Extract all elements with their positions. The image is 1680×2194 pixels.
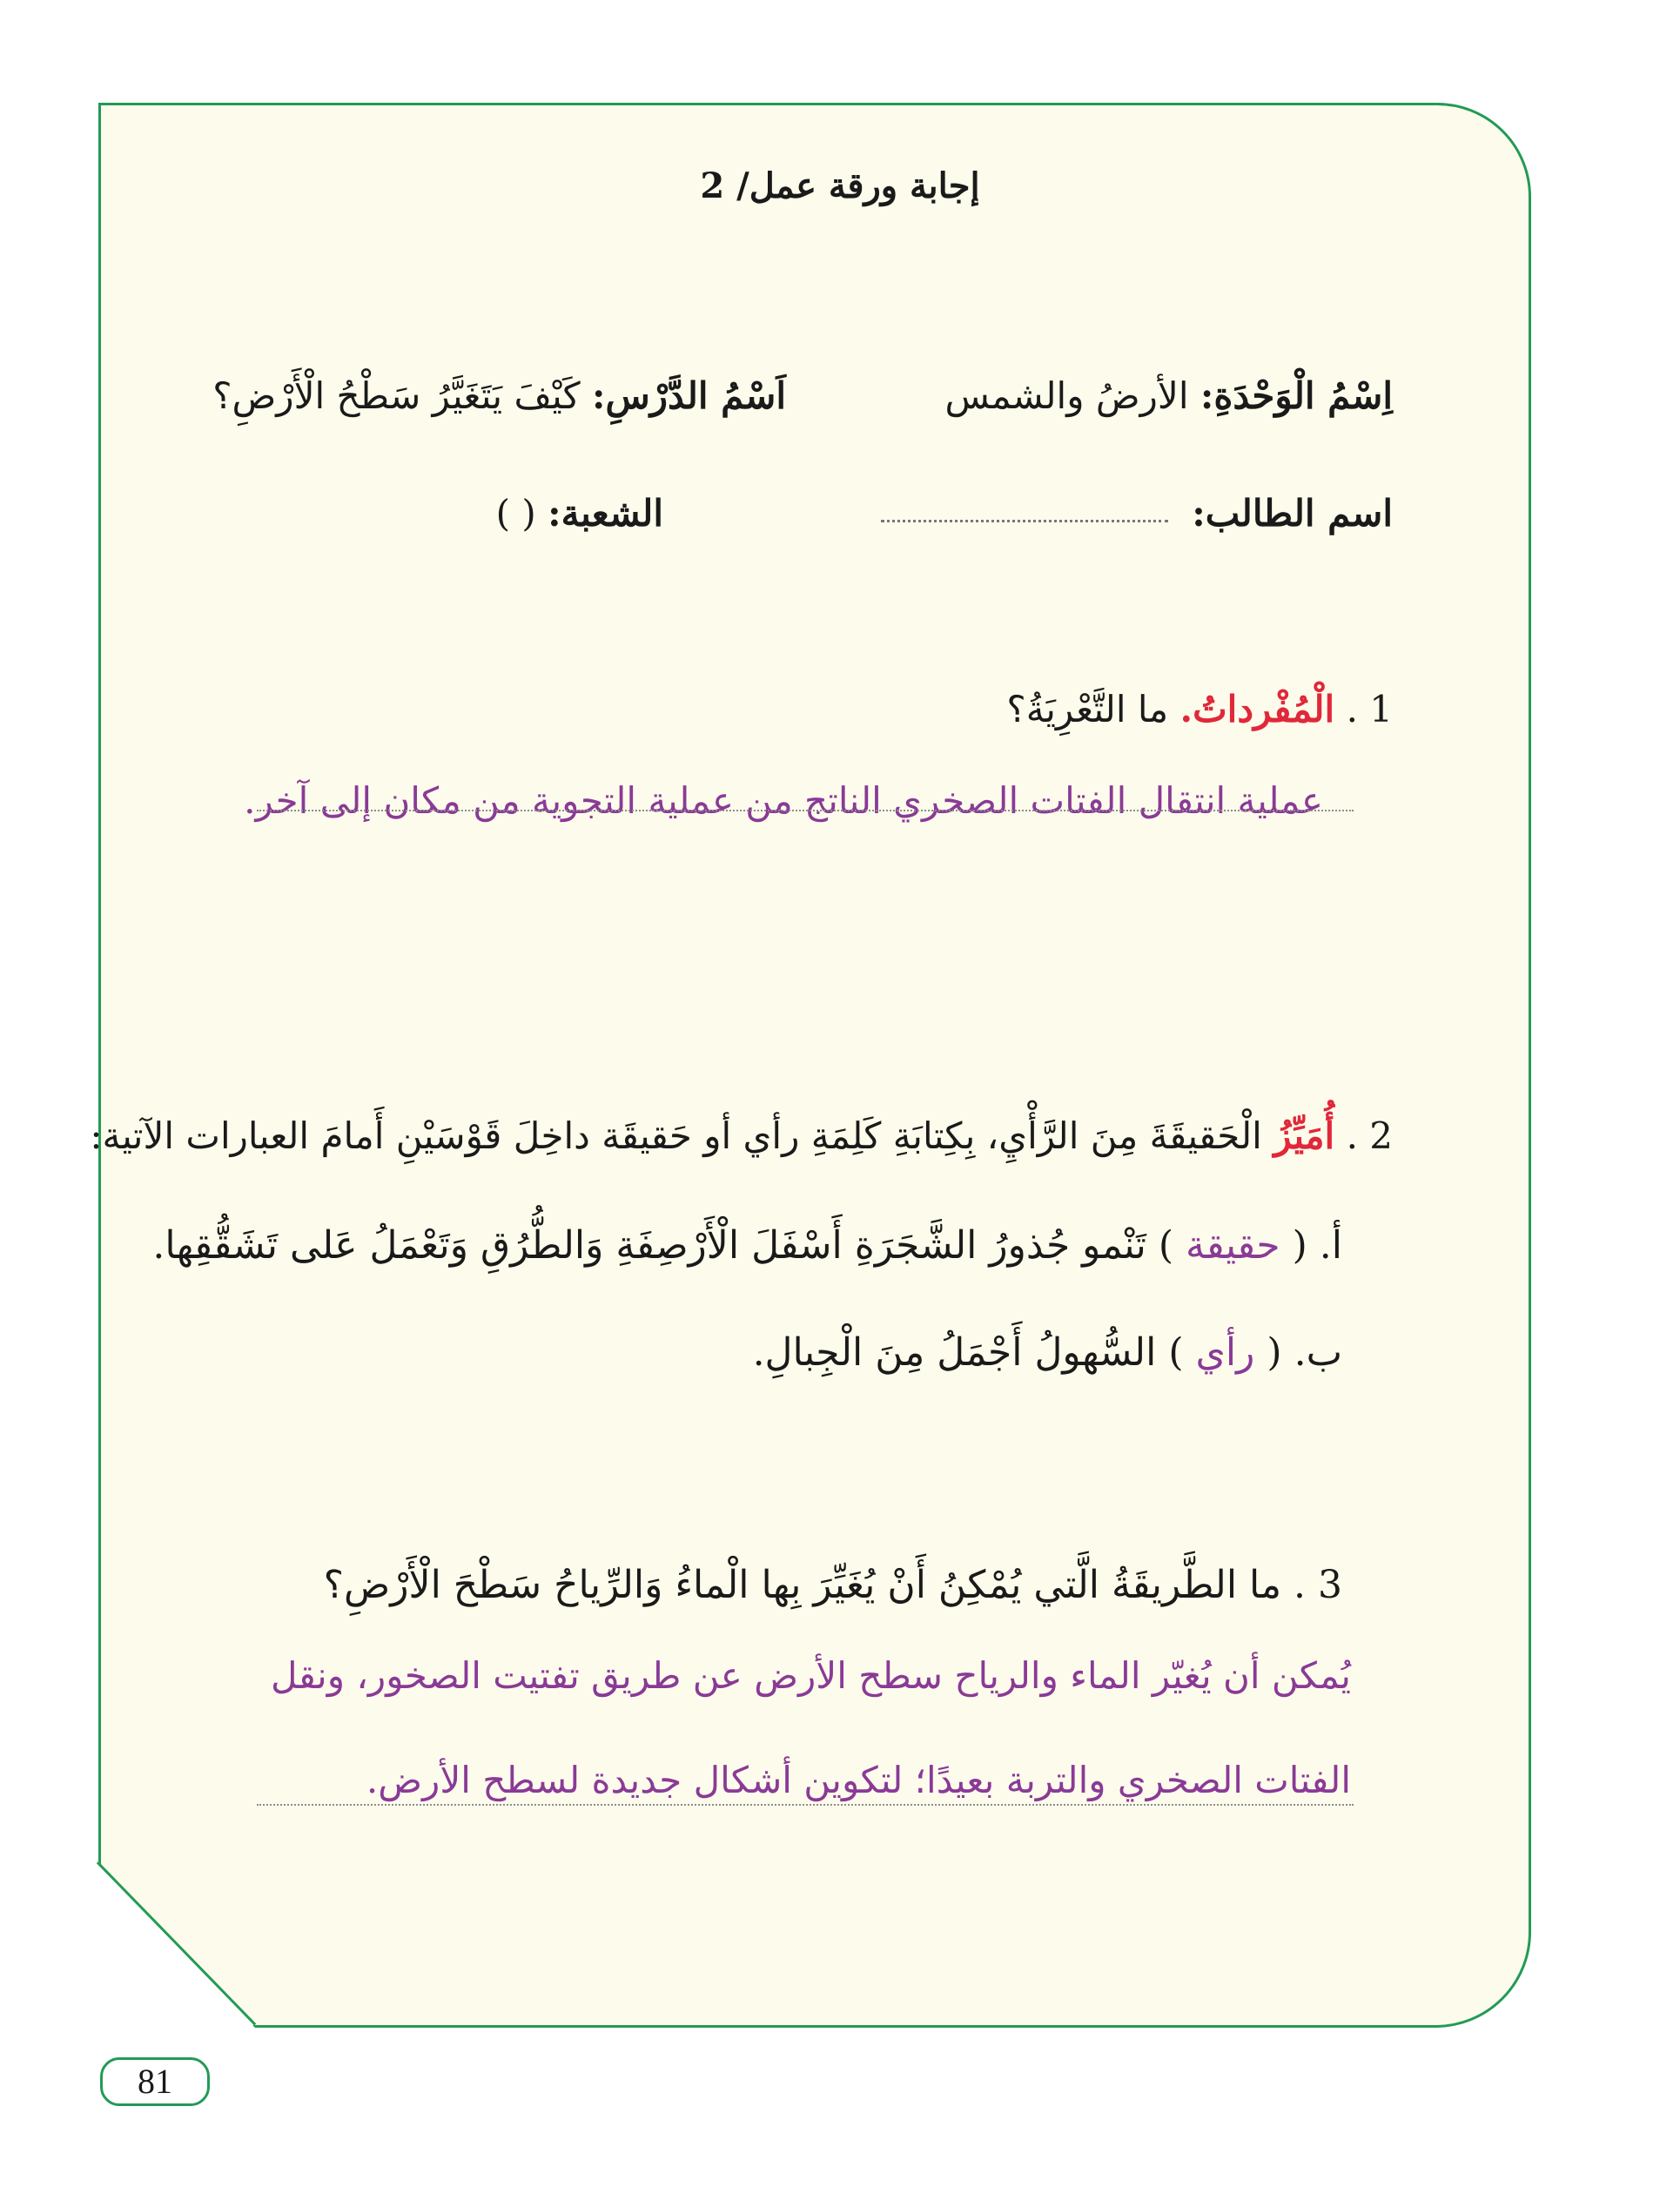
- lesson-name: [212, 374, 786, 417]
- question-2-keyword: أُمَيِّزُ: [1273, 1114, 1335, 1157]
- lesson-value: كَيْفَ يَتَغَيَّرُ سَطْحُ الْأَرْضِ؟: [212, 374, 581, 417]
- question-3-text: ما الطَّريقَةُ الَّتي يُمْكِنُ أَنْ يُغَيِّرَ بِها الْماءُ وَالرِّياحُ سَطْحَ الْأَرْضِ؟: [323, 1563, 1282, 1607]
- student-name-row: [869, 492, 1393, 535]
- question-1-number: 1 .: [1346, 688, 1393, 730]
- lesson-label: اَسْمُ الدَّرْسِ:: [591, 374, 786, 417]
- statement-a-close: ): [1158, 1223, 1174, 1268]
- question-3-answer-line-1: يُمكن أن يُغيّر الماء والرياح سطح الأرض عن طريق تفتيت الصخور، ونقل: [271, 1654, 1351, 1697]
- section-field[interactable]: ( ): [495, 492, 536, 535]
- statement-b-open: (: [1267, 1330, 1282, 1375]
- statement-b-answer: رأي: [1195, 1330, 1255, 1375]
- question-1: [1006, 688, 1393, 730]
- unit-name: [944, 374, 1393, 417]
- question-3: [324, 1563, 1342, 1607]
- question-2-text: الْحَقيقَةَ مِنَ الرَّأْيِ، بِكِتابَةِ كَلِمَةِ رأي أو حَقيقَة داخِلَ قَوْسَيْنِ أَمامَ العبارات الآتية:: [90, 1114, 1262, 1157]
- page-number: 81: [100, 2057, 210, 2106]
- unit-value: الأرضُ والشمس: [944, 374, 1189, 417]
- student-name-field[interactable]: [881, 511, 1168, 522]
- question-3-answer-line-2: الفتات الصخري والتربة بعيدًا؛ لتكوين أشكال جديدة لسطح الأرض.: [366, 1759, 1351, 1801]
- statement-a: [152, 1223, 1342, 1268]
- statement-b-text: السُّهولُ أَجْمَلُ مِنَ الْجِبالِ.: [752, 1330, 1157, 1375]
- statement-a-text: تَنْمو جُذورُ الشَّجَرَةِ أَسْفَلَ الْأَرْصِفَةِ وَالطُّرُقِ وَتَعْمَلُ عَلى تَشَقُّقِها.: [152, 1223, 1146, 1268]
- question-1-text: ما التَّعْرِيَةُ؟: [1006, 688, 1169, 730]
- unit-label: اِسْمُ الْوَحْدَةِ:: [1200, 374, 1393, 417]
- page-title: إجابة ورقة عمل/ 2: [700, 165, 980, 206]
- question-1-answer: عملية انتقال الفتات الصخري الناتج من عملية التجوية من مكان إلى آخر.: [244, 779, 1323, 822]
- answer-line: [257, 810, 1354, 811]
- question-3-number: 3 .: [1294, 1563, 1342, 1607]
- question-2-number: 2 .: [1346, 1114, 1393, 1157]
- section-row: [496, 492, 663, 535]
- section-label: الشعبة:: [548, 492, 663, 535]
- statement-a-open: (: [1292, 1223, 1307, 1268]
- statement-b-label: ب.: [1294, 1330, 1342, 1375]
- student-name-label: اسم الطالب:: [1192, 492, 1393, 535]
- statement-a-label: أ.: [1319, 1223, 1342, 1268]
- statement-b: [753, 1330, 1342, 1375]
- statement-b-close: ): [1168, 1330, 1184, 1375]
- statement-a-answer: حقيقة: [1186, 1223, 1280, 1268]
- answer-line: [257, 1804, 1354, 1806]
- question-2: [90, 1114, 1393, 1157]
- question-1-keyword: الْمُفْرداتُ.: [1179, 688, 1335, 730]
